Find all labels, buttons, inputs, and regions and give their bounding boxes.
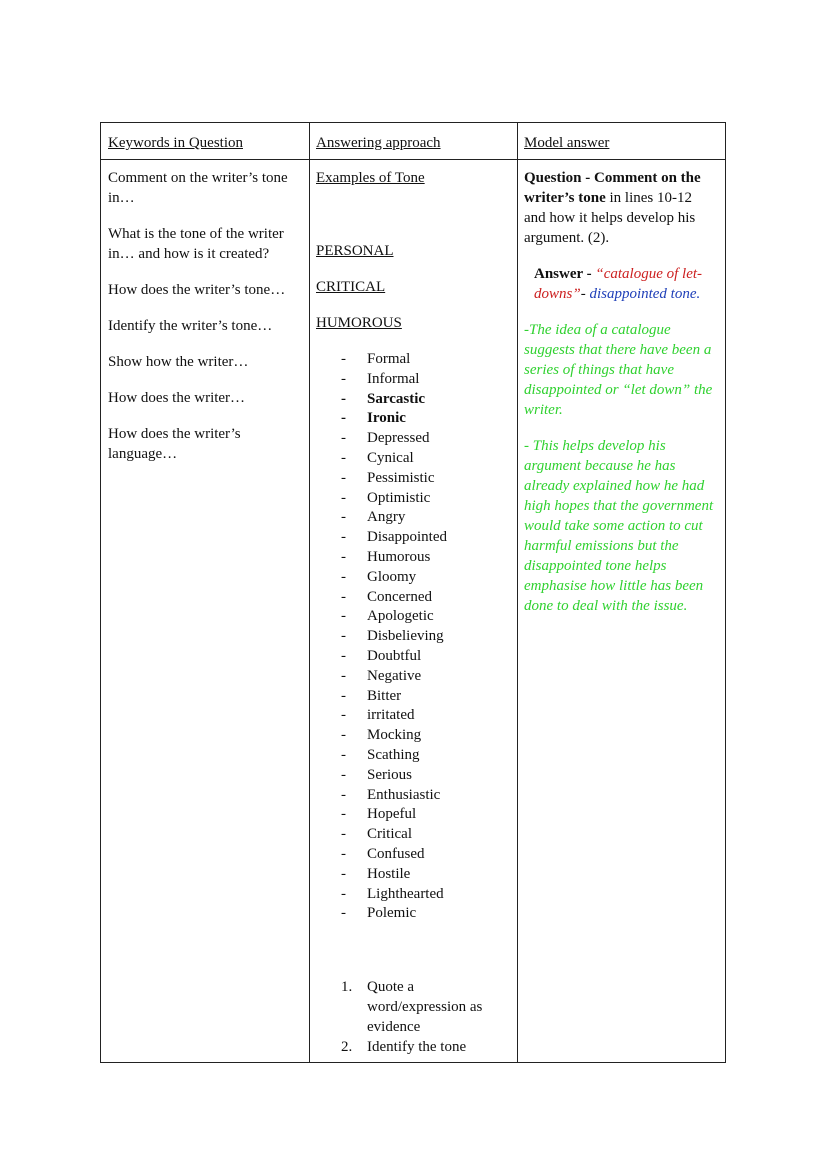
keyword-item: Comment on the writer’s tone in… (108, 170, 288, 206)
model-question-rest: in lines 10-12 and how it helps develop his argument. (2). (524, 190, 696, 246)
tone-item: - Hostile (341, 865, 506, 885)
tone-item: - Informal (341, 370, 506, 390)
explanation-paragraph: -The idea of a catalogue suggests that there have been a series of things that have disappointed or “let down” the writer. (524, 322, 713, 418)
keyword-item: How does the writer’s tone… (108, 282, 286, 298)
keyword-item: How does the writer… (108, 390, 246, 406)
tone-item: - irritated (341, 706, 506, 726)
tone-item: - Negative (341, 667, 506, 687)
keyword-item: Identify the writer’s tone… (108, 318, 273, 334)
answer-label: Answer - (534, 266, 596, 282)
tone-item: - Critical (341, 825, 506, 845)
tone-item: - Doubtful (341, 647, 506, 667)
steps-list (341, 977, 506, 1057)
tone-item: - Mocking (341, 726, 506, 746)
tone-item: - Enthusiastic (341, 786, 506, 806)
tone-item: - Cynical (341, 449, 506, 469)
tone-item: - Concerned (341, 588, 506, 608)
header-keywords: Keywords in Question (108, 135, 243, 151)
step-text: Identify the tone (367, 1039, 467, 1055)
step-text: Quote a word/expression as evidence (367, 979, 483, 1035)
tone-item: - Pessimistic (341, 469, 506, 489)
step-number: 2. (341, 1039, 353, 1055)
column-divider (517, 123, 518, 1062)
tone-item: - Apologetic (341, 607, 506, 627)
header-divider (101, 159, 725, 160)
tone-item: - Angry (341, 508, 506, 528)
tone-item: - Lighthearted (341, 885, 506, 905)
tone-table (100, 122, 726, 1063)
category-critical: CRITICAL (316, 279, 386, 295)
argument-paragraph: - This helps develop his argument because he has already explained how he had high hopes that the government would take some action to cut harmful emissions but the disappointed tone helps emphasise how little has been done to deal with the issue. (524, 438, 714, 614)
keywords-column (108, 168, 303, 464)
step-number: 1. (341, 979, 353, 995)
tone-item: - Scathing (341, 746, 506, 766)
answer-quote: “catalogue of let-downs” (534, 266, 703, 302)
category-humorous: HUMOROUS (316, 315, 402, 331)
tone-item: - Disbelieving (341, 627, 506, 647)
tone-item: - Ironic (341, 409, 506, 429)
tone-item: - Gloomy (341, 568, 506, 588)
tone-item: - Optimistic (341, 489, 506, 509)
tone-list (341, 350, 506, 924)
tone-item: - Hopeful (341, 805, 506, 825)
tone-item: - Serious (341, 766, 506, 786)
step-item (341, 977, 506, 1037)
tone-item: - Formal (341, 350, 506, 370)
model-question-bold: Question - Comment on the writer’s tone (524, 170, 701, 206)
model-answer-line (524, 264, 714, 304)
step-item (341, 1037, 506, 1057)
header-approach: Answering approach (316, 135, 441, 151)
answer-dash: - (580, 286, 590, 302)
header-model-answer: Model answer (524, 135, 610, 151)
answer-tone: disappointed tone. (589, 286, 701, 302)
column-divider (309, 123, 310, 1062)
tone-item: - Depressed (341, 429, 506, 449)
tone-item: - Confused (341, 845, 506, 865)
model-question (524, 168, 714, 248)
tone-item: - Polemic (341, 904, 506, 924)
model-answer-column (524, 168, 714, 616)
keyword-item: Show how the writer… (108, 354, 249, 370)
tone-item: - Disappointed (341, 528, 506, 548)
tone-item: - Sarcastic (341, 390, 506, 410)
tone-item: - Humorous (341, 548, 506, 568)
tone-item: - Bitter (341, 687, 506, 707)
category-personal: PERSONAL (316, 243, 394, 259)
examples-heading: Examples of Tone (316, 170, 425, 186)
keyword-item: What is the tone of the writer in… and how is it created? (108, 226, 284, 262)
keyword-item: How does the writer’s language… (108, 426, 241, 462)
